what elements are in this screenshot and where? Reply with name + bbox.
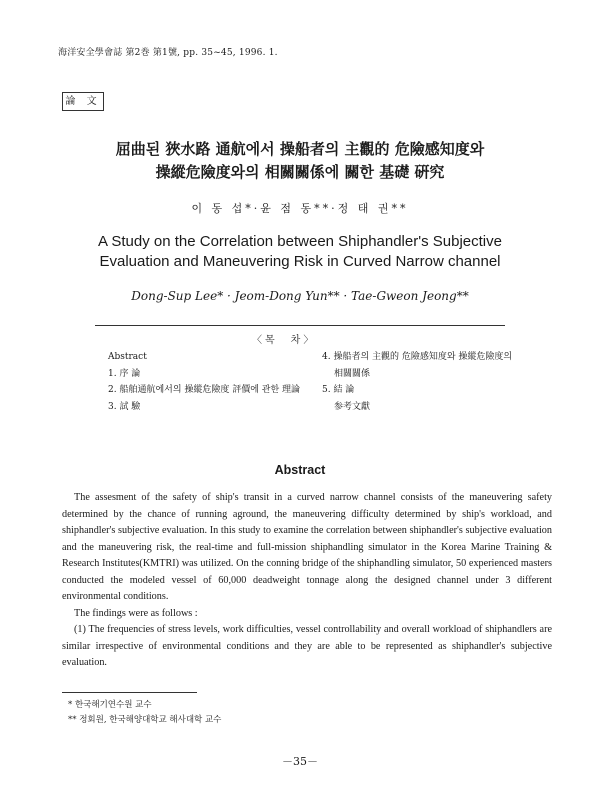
toc-item: 相關關係 bbox=[334, 368, 371, 379]
toc-item: 3. 試 驗 bbox=[108, 401, 141, 412]
toc-item: 1. 序 論 bbox=[108, 368, 141, 379]
english-title-line1: A Study on the Correlation between Shiphandler's Subjective bbox=[98, 233, 502, 250]
toc-item: 5. 結 論 bbox=[322, 385, 355, 395]
toc-divider bbox=[95, 325, 505, 326]
korean-authors: 이 동 섭*·윤 점 동**·정 태 권** bbox=[191, 202, 409, 215]
abstract-paragraph-3: (1) The frequencies of stress levels, work difficulties, vessel controllability and overall workload of shiphandlers are similar irrespective of environmental conditions and they are able to be represented as shiphandler's subjective evaluation. bbox=[62, 624, 552, 668]
toc-item: 参考文獻 bbox=[334, 401, 371, 412]
article-type-tag: 論 文 bbox=[62, 92, 104, 111]
toc-item: Abstract bbox=[108, 352, 147, 362]
abstract-heading: Abstract bbox=[274, 463, 326, 477]
footnote-2: ** 정회원, 한국해양대학교 해사대학 교수 bbox=[68, 715, 222, 725]
footnote-1: * 한국해기연수원 교수 bbox=[68, 700, 152, 710]
abstract-paragraph-2: The findings were as follows : bbox=[74, 607, 198, 619]
toc-right-column bbox=[322, 349, 512, 415]
toc-item: 4. 操船者의 主觀的 危險感知度와 操縱危險度의 bbox=[322, 352, 513, 362]
abstract-paragraph-1: The assesment of the safety of ship's transit in a curved narrow channel consists of the maneuvering safety determined by the chance of running aground, the maneuvering difficulty determined by ship's workload, and shiphandler's subjective evaluation. In this study to examine the correlation between shiphandler's subjective evaluation and the maneuvering risk, the real-time and full-mission shiphandling simulator in the Korea Marine Training & Research Institutes(KMTRI) was utilized. On the conning bridge of the shiphandling simulator, 50 experienced masters conducted the modeled vessel of 60,000 deadweight tonnage along the designed channel under 3 different environmental conditions. bbox=[62, 492, 552, 602]
english-title-line2: Evaluation and Maneuvering Risk in Curved Narrow channel bbox=[99, 253, 501, 270]
footnote-divider bbox=[62, 692, 197, 693]
toc-left-column bbox=[108, 349, 300, 415]
english-authors: Dong-Sup Lee* · Jeom-Dong Yun** · Tae-Gweon Jeong** bbox=[131, 289, 469, 303]
korean-title-line2: 操縱危險度와의 相關關係에 關한 基礎 硏究 bbox=[155, 163, 445, 181]
page-number: －35－ bbox=[282, 755, 318, 768]
korean-title-line1: 屈曲된 狹水路 通航에서 操船者의 主觀的 危險感知度와 bbox=[115, 140, 485, 158]
toc-item: 2. 船舶通航에서의 操縱危險度 評價에 관한 理論 bbox=[108, 385, 301, 395]
journal-header: 海洋安全學會誌 第2巻 第1號, pp. 35~45, 1996. 1. bbox=[58, 48, 278, 58]
toc-heading: 〈목 차〉 bbox=[252, 335, 317, 346]
abstract-body bbox=[62, 490, 552, 672]
